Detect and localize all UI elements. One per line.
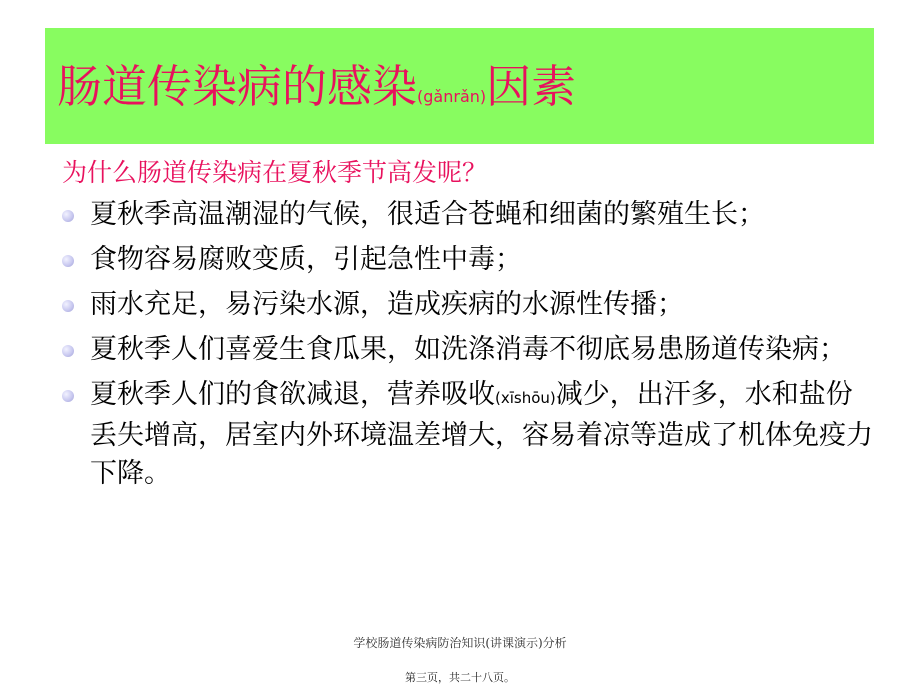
bullet-text-start: 夏秋季人们的食欲减退，营养吸收 (90, 379, 495, 410)
bullet-text: 夏秋季人们喜爱生食瓜果，如洗涤消毒不彻底易患肠道传染病； (90, 334, 846, 365)
title-pinyin: (gǎnrǎn) (417, 87, 487, 106)
footer-doc-title: 学校肠道传染病防治知识(讲课演示)分析 (353, 636, 567, 650)
bullet-item (62, 376, 877, 493)
title-main: 肠道传染病的感染 (57, 60, 418, 113)
bullet-list (62, 196, 877, 500)
bullet-text: 食物容易腐败变质，引起急性中毒； (90, 244, 522, 275)
bullet-dot-icon (62, 255, 74, 267)
bullet-item (62, 241, 877, 279)
bullet-item (62, 196, 877, 234)
footer-page-number: 第三页，共二十八页。 (405, 671, 515, 684)
bullet-text: 雨水充足，易污染水源，造成疾病的水源性传播； (90, 289, 684, 320)
bullet-dot-icon (62, 345, 74, 357)
bullet-dot-icon (62, 210, 74, 222)
bullet-pinyin: (xīshōu) (495, 389, 556, 407)
bullet-item (62, 286, 877, 324)
bullet-dot-icon (62, 300, 74, 312)
bullet-text: 夏秋季高温潮湿的气候，很适合苍蝇和细菌的繁殖生长； (90, 199, 765, 230)
bullet-dot-icon (62, 390, 74, 402)
bullet-text-end: 减少，出汗多，水和盐份丢失增高，居室内外环境温差增大，容易着凉等造成了机体免疫力下降。 (90, 379, 873, 489)
title-end: 因素 (486, 60, 577, 113)
bullet-item (62, 331, 877, 369)
slide-title (57, 52, 576, 122)
slide-subtitle: 为什么肠道传染病在夏秋季节高发呢？ (62, 158, 488, 187)
